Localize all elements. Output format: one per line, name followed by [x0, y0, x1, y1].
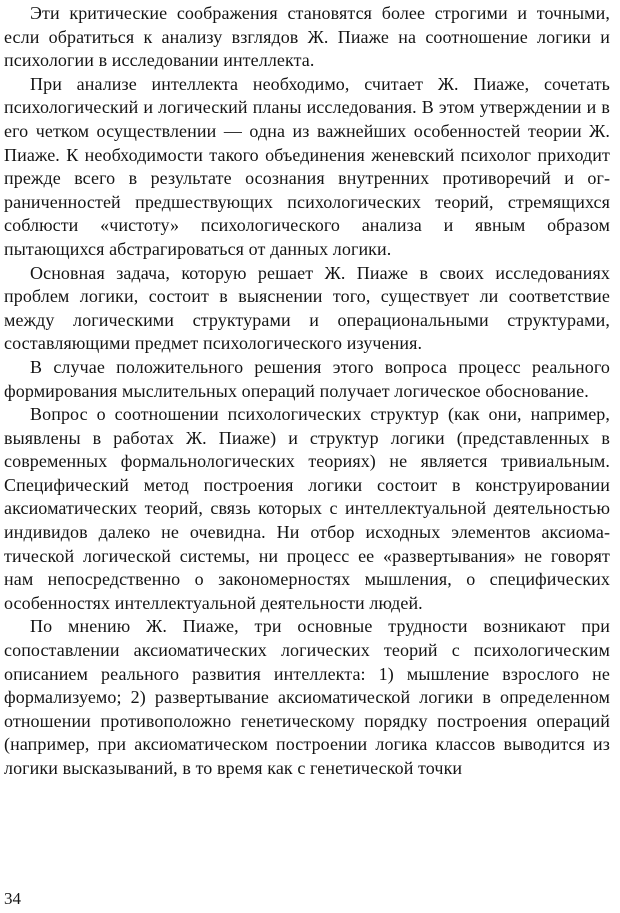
paragraph-4: В случае положительного решения этого вопроса процесс реального формирования мыслительных операций получает логическое обоснование.: [4, 356, 610, 401]
paragraph-5: Вопрос о соотношении психологических структур (как они, например, выявлены в работах Ж. Пиаже) и структур логики (представленных в современных формальнологических теориях) не является тривиальным. Специфический метод построения логики состоит в конструировании аксиоматических теорий, связь которых с интеллектуальной деятельностью индивидов далеко не очевидна. Ни отбор исходных элементов аксиоматической логической системы, ни процесс ее «развертывания» не говорят нам непосредственно о закономерностях мышления, о специфических особенностях интеллектуальной деятельности людей.: [4, 404, 610, 613]
paragraph-2: При анализе интеллекта необходимо, считает Ж. Пиаже, сочетать психологический и логический планы исследования. В этом утверждении и в его четком осуществлении — одна из важнейших особенностей теории Ж. Пиаже. К необходимости такого объединения женевский психолог приходит прежде всего в результате осознания внутренних противоречий и ограниченностей предшествующих психологических теорий, стремящихся соблюсти «чистоту» психологического анализа и явным образом пытающихся абстрагироваться от данных логики.: [4, 73, 610, 259]
page-number: 34: [4, 889, 21, 908]
paragraph-6: По мнению Ж. Пиаже, три основные трудности возникают при сопоставлении аксиоматических логических теорий с психологическим описанием реального развития интеллекта: 1) мышление взрослого не формализуемо; 2) развертывание аксиоматической логики в определенном отношении противоположно генетическому порядку построения операций (например, при аксиоматическом построении логика классов выводится из логики высказываний, в то время как с генетической точки: [4, 616, 610, 778]
paragraph-3: Основная задача, которую решает Ж. Пиаже в своих исследованиях проблем логики, состоит в выяснении того, существует ли соответствие между логическими структурами и операциональными структурами, составляющими предмет психологического изучения.: [4, 262, 610, 354]
paragraph-1: Эти критические соображения становятся более строгими и точными, если обратиться к анализу взглядов Ж. Пиаже на соотношение логики и психологии в исследовании интеллекта.: [4, 3, 610, 71]
